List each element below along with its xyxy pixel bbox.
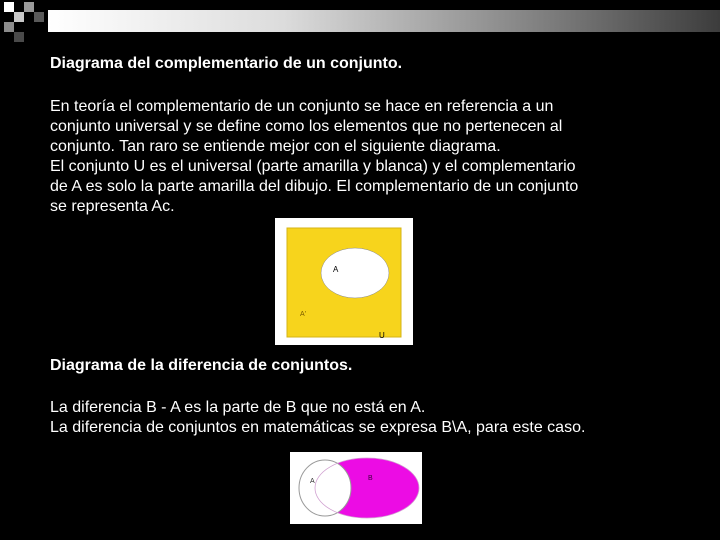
- complement-diagram: [275, 218, 413, 345]
- set-a-label: A: [333, 265, 339, 274]
- paragraph-line: conjunto universal y se define como los elementos que no pertenecen al: [50, 118, 563, 135]
- set-a-ellipse: [299, 460, 351, 516]
- square-icon: [4, 22, 14, 32]
- paragraph-line: se representa Ac.: [50, 198, 175, 215]
- complement-label: A': [300, 311, 307, 318]
- paragraph-line: En teoría el complementario de un conjunto se hace en referencia a un: [50, 98, 554, 115]
- section-heading-complement: Diagrama del complementario de un conjunto.: [50, 55, 403, 72]
- paragraph-line: La diferencia de conjuntos en matemáticas se expresa B\A, para este caso.: [50, 419, 586, 436]
- section-heading-difference: Diagrama de la diferencia de conjuntos.: [50, 357, 353, 374]
- universe-label: U: [379, 331, 385, 340]
- set-b-label: B: [368, 475, 373, 482]
- decorative-squares: [0, 0, 60, 50]
- complement-diagram-svg: [275, 218, 413, 345]
- square-icon: [24, 2, 34, 12]
- paragraph-difference: [50, 398, 585, 438]
- paragraph-complement: [50, 97, 578, 217]
- paragraph-line: conjunto. Tan raro se entiende mejor con el siguiente diagrama.: [50, 138, 501, 155]
- difference-diagram-svg: [290, 452, 422, 524]
- square-icon: [34, 12, 44, 22]
- paragraph-line: El conjunto U es el universal (parte amarilla y blanca) y el complementario: [50, 158, 576, 175]
- set-a-label: A: [310, 478, 315, 485]
- difference-diagram: [290, 452, 422, 524]
- square-icon: [4, 2, 14, 12]
- paragraph-line: de A es solo la parte amarilla del dibujo. El complementario de un conjunto: [50, 178, 579, 195]
- title-bar-gradient: [48, 10, 720, 32]
- square-icon: [14, 32, 24, 42]
- set-a-ellipse: [321, 248, 389, 298]
- square-icon: [14, 12, 24, 22]
- paragraph-line: La diferencia B - A es la parte de B que no está en A.: [50, 399, 426, 416]
